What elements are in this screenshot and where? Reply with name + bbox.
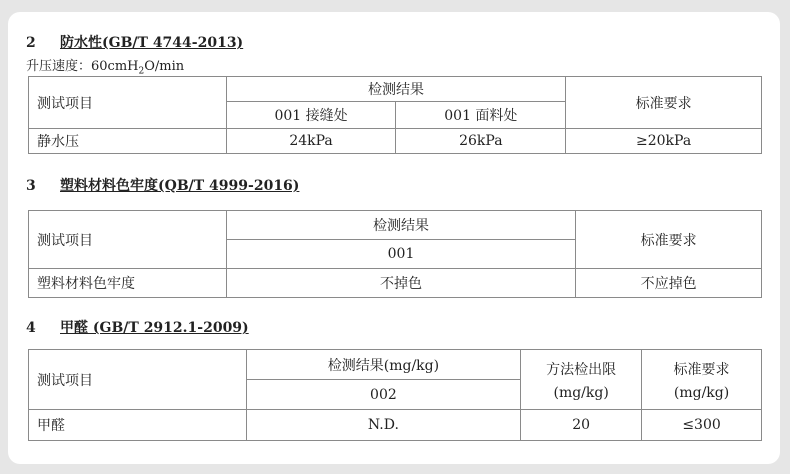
table-row: [29, 269, 762, 298]
header-standard: 标准要求: [566, 77, 762, 129]
header-results: 检测结果: [226, 77, 566, 102]
row-limit: 20: [521, 410, 642, 441]
section-2-title: [26, 32, 243, 52]
row-standard: ≤300: [642, 410, 762, 441]
header-test-item: 测试项目: [29, 77, 227, 129]
row-value-fabric: 26kPa: [396, 129, 566, 154]
header-sample-seam: 001 接缝处: [226, 102, 396, 129]
header-standard: 标准要求 (mg/kg): [642, 350, 762, 410]
row-value: N.D.: [246, 410, 521, 441]
section-number: 2: [26, 35, 36, 51]
header-sample-fabric: 001 面料处: [396, 102, 566, 129]
section-name: 防水性(GB/T 4744-2013): [60, 35, 244, 51]
waterproof-table: [28, 76, 762, 154]
section-name: 甲醛 (GB/T 2912.1-2009): [60, 320, 249, 336]
header-sample: 002: [246, 380, 521, 410]
row-standard: 不应掉色: [576, 269, 762, 298]
colorfastness-table: [28, 210, 762, 298]
table-row: [29, 410, 762, 441]
row-item: 静水压: [29, 129, 227, 154]
header-results: 检测结果(mg/kg): [246, 350, 521, 380]
header-test-item: 测试项目: [29, 350, 247, 410]
row-value: 不掉色: [226, 269, 576, 298]
header-test-item: 测试项目: [29, 211, 227, 269]
section-number: 3: [26, 178, 36, 194]
header-sample: 001: [226, 240, 576, 269]
header-detection-limit: 方法检出限 (mg/kg): [521, 350, 642, 410]
row-item: 甲醛: [29, 410, 247, 441]
row-value-seam: 24kPa: [226, 129, 396, 154]
table-row: [29, 129, 762, 154]
row-item: 塑料材料色牢度: [29, 269, 227, 298]
row-standard: ≥20kPa: [566, 129, 762, 154]
section-name: 塑料材料色牢度(QB/T 4999-2016): [60, 178, 300, 194]
section-number: 4: [26, 320, 36, 336]
header-standard: 标准要求: [576, 211, 762, 269]
section-3-title: [26, 175, 299, 195]
formaldehyde-table: [28, 349, 762, 441]
header-results: 检测结果: [226, 211, 576, 240]
pressure-rate-note: 升压速度：60cmH$_2$O/min: [26, 59, 185, 77]
section-4-title: [26, 317, 249, 337]
